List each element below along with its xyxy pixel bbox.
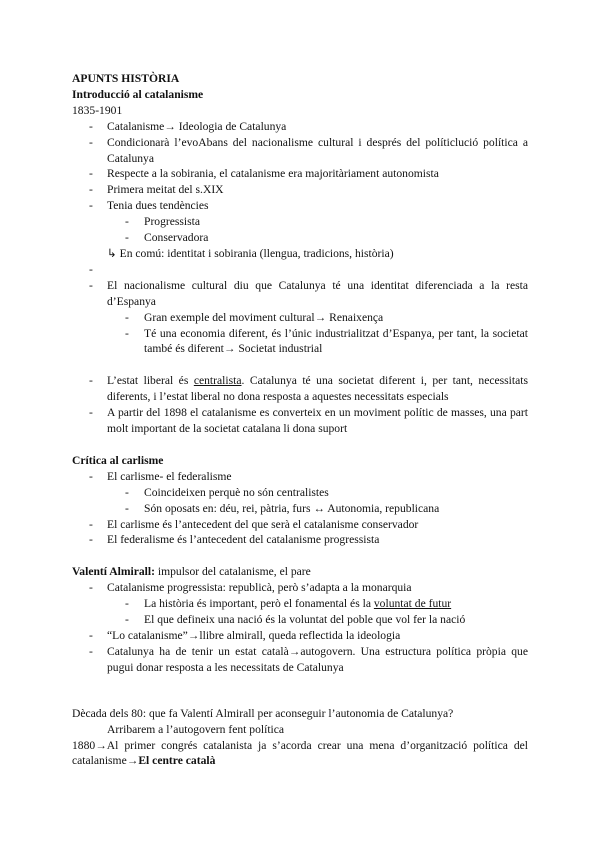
list-item: - El carlisme és l’antecedent del que serà el catalanisme conservador <box>72 517 528 533</box>
list-item: - Condicionarà l’evoAbans del nacionalisme cultural i després del políticlució política a Catalunya <box>72 135 528 167</box>
list-item: - Respecte a la sobirania, el catalanisme era majoritàriament autonomista <box>72 166 528 182</box>
section-heading-carlisme: Crítica al carlisme <box>72 453 164 467</box>
intro-list-2 <box>72 262 528 357</box>
sublist-item: - Conservadora <box>107 230 528 246</box>
carlisme-sublist <box>107 485 528 517</box>
underlined-term: centralista <box>193 374 242 388</box>
empty-list-item <box>72 262 528 278</box>
sublist-item <box>107 596 528 612</box>
spacer <box>72 676 528 706</box>
list-item <box>72 373 528 405</box>
underlined-term: voluntat de futur <box>373 597 452 611</box>
list-item <box>72 198 528 246</box>
intro-list-3 <box>72 373 528 437</box>
list-item <box>72 580 528 628</box>
almirall-sublist <box>107 596 528 628</box>
section-heading-intro: Introducció al catalanisme <box>72 87 204 101</box>
sublist-item: - El que defineix una nació és la voluntat del poble que vol fer la nació <box>107 612 528 628</box>
final-paragraph <box>72 738 528 770</box>
intro-list <box>72 119 528 246</box>
spacer <box>72 437 528 453</box>
almirall-list <box>72 580 528 675</box>
list-item: - Catalanisme→ Ideologia de Catalunya <box>72 119 528 135</box>
date-range: 1835-1901 <box>72 103 123 117</box>
list-item <box>72 278 528 358</box>
carlisme-list <box>72 469 528 549</box>
list-item: - A partir del 1898 el catalanisme es converteix en un moviment polític de masses, una part molt important de la societat catalana li dona suport <box>72 405 528 437</box>
list-item <box>72 469 528 517</box>
common-note: ↳ En comú: identitat i sobirania (llengua, tradicions, història) <box>107 246 394 260</box>
list-item-text: Catalanisme progressista: republicà, però s’adapta a la monarquia <box>107 581 412 595</box>
sublist-item: - Progressista <box>107 214 528 230</box>
list-item-text: L’estat liberal és <box>107 374 194 388</box>
list-item: - “Lo catalanisme”→llibre almirall, queda reflectida la ideologia <box>72 628 528 644</box>
spacer <box>72 548 528 564</box>
list-item-text: Tenia dues tendències <box>107 199 209 213</box>
list-item-text: El nacionalisme cultural diu que Catalunya té una identitat diferenciada a la resta d’Espanya <box>107 278 528 308</box>
sublist-item: - Té una economia diferent, és l’únic industrialitzat d’Espanya, per tant, la societat també és diferent→ Societat industrial <box>107 326 528 358</box>
tendencies-list <box>107 214 528 246</box>
document-title: APUNTS HISTÒRIA <box>72 72 180 85</box>
final-bold: El centre català <box>138 754 216 768</box>
heading-bold: Valentí Almirall: <box>72 565 155 579</box>
final-text: 1880→Al primer congrés catalanista ja s’acorda crear una mena d’organització política del catalanisme→ <box>72 738 528 768</box>
list-item-text: El carlisme- el federalisme <box>107 469 232 483</box>
list-item-text: . Catalunya té una societat diferent i, per tant, necessitats diferents, i l’estat liberal no dona resposta a aquestes necessitats especials <box>107 374 528 404</box>
section-heading-almirall <box>72 564 528 580</box>
sublist-item-text: La història és important, però el fonamental és la <box>144 597 374 611</box>
list-item: - El federalisme és l’antecedent del catalanisme progressista <box>72 532 528 548</box>
heading-rest: impulsor del catalanisme, el pare <box>154 565 311 579</box>
answer-line: Arribarem a l’autogovern fent política <box>107 722 285 736</box>
sublist-item: - Són oposats en: déu, rei, pàtria, furs ↔ Autonomia, republicana <box>107 501 528 517</box>
document-page <box>72 71 528 769</box>
sublist-item: - Gran exemple del moviment cultural→ Renaixença <box>107 310 528 326</box>
list-item: - Primera meitat del s.XIX <box>72 182 528 198</box>
sublist-item: - Coincideixen perquè no són centralistes <box>107 485 528 501</box>
question-line: Dècada dels 80: que fa Valentí Almirall per aconseguir l’autonomia de Catalunya? <box>72 706 454 720</box>
list-item: - Catalunya ha de tenir un estat català→autogovern. Una estructura política pròpia que pugui donar resposta a les necessitats de Catalunya <box>72 644 528 676</box>
spacer <box>72 357 528 373</box>
cultural-sublist <box>107 310 528 358</box>
